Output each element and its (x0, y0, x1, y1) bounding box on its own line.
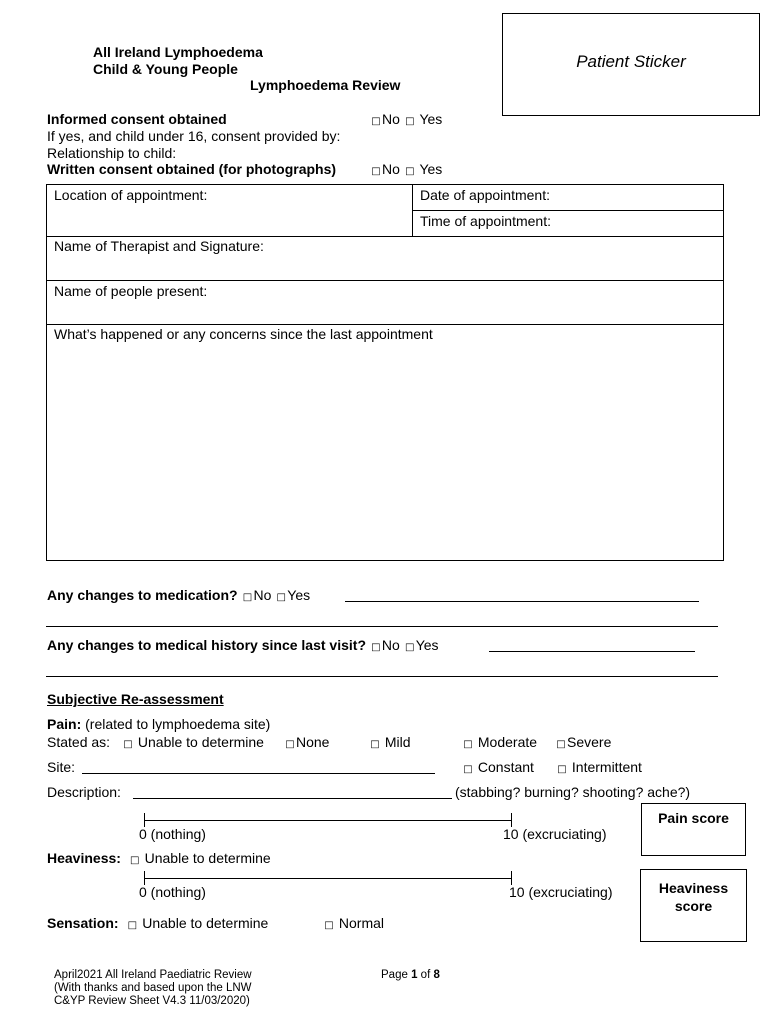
informed-consent-options (370, 111, 442, 127)
location-field[interactable]: Location of appointment: (54, 187, 208, 203)
org-line-2: Child & Young People (93, 61, 238, 77)
pain-heading (47, 716, 270, 732)
pain-scale-line[interactable] (144, 820, 511, 821)
table-divider (46, 324, 723, 325)
heaviness-score-line-2: score (674, 898, 713, 914)
heaviness-row (47, 850, 271, 866)
checkbox-icon[interactable]: □ (557, 764, 567, 775)
page-current: 1 (411, 969, 418, 981)
heaviness-score-line-1: Heaviness (658, 880, 729, 896)
medication-changes-label: Any changes to medication? (47, 587, 238, 603)
unable-label: Unable to determine (142, 915, 269, 931)
patient-sticker-label: Patient Sticker (576, 52, 686, 71)
checkbox-icon[interactable]: □ (556, 739, 566, 750)
checkbox-icon[interactable]: □ (127, 920, 138, 931)
pain-note: (related to lymphoedema site) (85, 716, 271, 732)
checkbox-icon[interactable]: □ (324, 920, 334, 931)
subjective-heading: Subjective Re-assessment (47, 691, 224, 707)
yes-label: Yes (419, 111, 443, 127)
option-unable (122, 734, 264, 750)
heaviness-scale-min: 0 (nothing) (139, 884, 206, 900)
option-constant (462, 759, 534, 775)
intermittent-label: Intermittent (571, 759, 642, 775)
option-normal (323, 915, 384, 931)
pain-scale-tick-min (144, 813, 145, 827)
checkbox-icon[interactable]: □ (463, 739, 473, 750)
heaviness-scale-tick-min (144, 871, 145, 885)
medication-changes-row (47, 587, 310, 603)
table-divider (46, 280, 723, 281)
no-label: No (253, 587, 272, 603)
concerns-field[interactable]: What’s happened or any concerns since the last appointment (54, 326, 433, 342)
history-answer-line-2[interactable] (46, 676, 718, 677)
checkbox-icon[interactable]: □ (371, 642, 381, 653)
table-divider (412, 210, 723, 211)
unable-label: Unable to determine (144, 850, 271, 866)
pain-label: Pain: (47, 716, 82, 732)
page-number (381, 969, 440, 982)
checkbox-icon[interactable]: □ (123, 739, 133, 750)
heaviness-label: Heaviness: (47, 850, 121, 866)
heaviness-score-box[interactable] (640, 869, 747, 942)
option-severe (555, 734, 611, 750)
yes-label: Yes (415, 637, 439, 653)
footer-line-2: (With thanks and based upon the LNW (54, 982, 252, 994)
no-label: No (382, 161, 400, 177)
no-label: No (382, 111, 400, 127)
unable-label: Unable to determine (137, 734, 264, 750)
checkbox-icon[interactable]: □ (242, 592, 253, 603)
medication-answer-line[interactable] (345, 601, 699, 602)
history-changes-label: Any changes to medical history since last visit? (47, 637, 366, 653)
normal-label: Normal (338, 915, 385, 931)
checkbox-icon[interactable]: □ (404, 642, 415, 653)
footer-line-3: C&YP Review Sheet V4.3 11/03/2020) (54, 995, 250, 1007)
informed-consent-label: Informed consent obtained (47, 111, 227, 127)
heaviness-scale-max: 10 (excruciating) (509, 884, 613, 900)
sensation-label: Sensation: (47, 915, 119, 931)
no-label: No (381, 637, 400, 653)
severe-label: Severe (567, 734, 612, 750)
site-answer-line[interactable] (82, 773, 435, 774)
checkbox-icon[interactable]: □ (276, 592, 286, 603)
heaviness-scale-line[interactable] (144, 878, 511, 879)
history-answer-line[interactable] (489, 651, 695, 652)
footer-notes (54, 969, 252, 1008)
stated-as-label: Stated as: (47, 734, 111, 750)
history-changes-row (47, 637, 439, 653)
checkbox-icon[interactable]: □ (405, 166, 415, 177)
page-prefix: Page (381, 969, 408, 981)
relationship-label: Relationship to child: (47, 145, 177, 161)
table-divider (46, 236, 723, 237)
pain-scale-min: 0 (nothing) (139, 826, 206, 842)
written-consent-label: Written consent obtained (for photographs) (47, 161, 337, 177)
page-total: 8 (433, 969, 440, 981)
description-answer-line[interactable] (133, 798, 452, 799)
heaviness-scale-tick-max (511, 871, 512, 885)
under-16-consent-label: If yes, and child under 16, consent provided by: (47, 128, 341, 144)
checkbox-icon[interactable]: □ (405, 116, 415, 127)
pain-scale-max: 10 (excruciating) (503, 826, 607, 842)
form-title: Lymphoedema Review (250, 77, 401, 93)
date-field[interactable]: Date of appointment: (420, 187, 550, 203)
description-label: Description: (47, 784, 121, 800)
checkbox-icon[interactable]: □ (370, 739, 380, 750)
description-hint: (stabbing? burning? shooting? ache?) (455, 784, 691, 800)
checkbox-icon[interactable]: □ (371, 166, 381, 177)
checkbox-icon[interactable]: □ (285, 739, 295, 750)
constant-label: Constant (477, 759, 534, 775)
moderate-label: Moderate (477, 734, 538, 750)
therapist-field[interactable]: Name of Therapist and Signature: (54, 238, 264, 254)
footer-line-1: April2021 All Ireland Paediatric Review (54, 969, 252, 981)
heaviness-score-label (641, 879, 746, 915)
pain-score-box[interactable] (641, 803, 746, 856)
time-field[interactable]: Time of appointment: (420, 213, 551, 229)
pain-scale-tick-max (511, 813, 512, 827)
org-line-1: All Ireland Lymphoedema (93, 44, 263, 60)
sensation-row (47, 915, 268, 931)
written-consent-options (370, 161, 442, 177)
medication-answer-line-2[interactable] (46, 626, 718, 627)
checkbox-icon[interactable]: □ (371, 116, 381, 127)
patient-sticker-box (502, 13, 760, 116)
site-label: Site: (47, 759, 76, 775)
option-none (284, 734, 329, 750)
none-label: None (296, 734, 330, 750)
checkbox-icon[interactable]: □ (129, 855, 140, 866)
option-mild (369, 734, 411, 750)
option-intermittent (556, 759, 642, 775)
yes-label: Yes (419, 161, 443, 177)
mild-label: Mild (384, 734, 411, 750)
people-present-field[interactable]: Name of people present: (54, 283, 208, 299)
pain-score-label: Pain score (658, 810, 729, 826)
page-of: of (420, 969, 431, 981)
checkbox-icon[interactable]: □ (463, 764, 473, 775)
option-moderate (462, 734, 537, 750)
yes-label: Yes (287, 587, 311, 603)
